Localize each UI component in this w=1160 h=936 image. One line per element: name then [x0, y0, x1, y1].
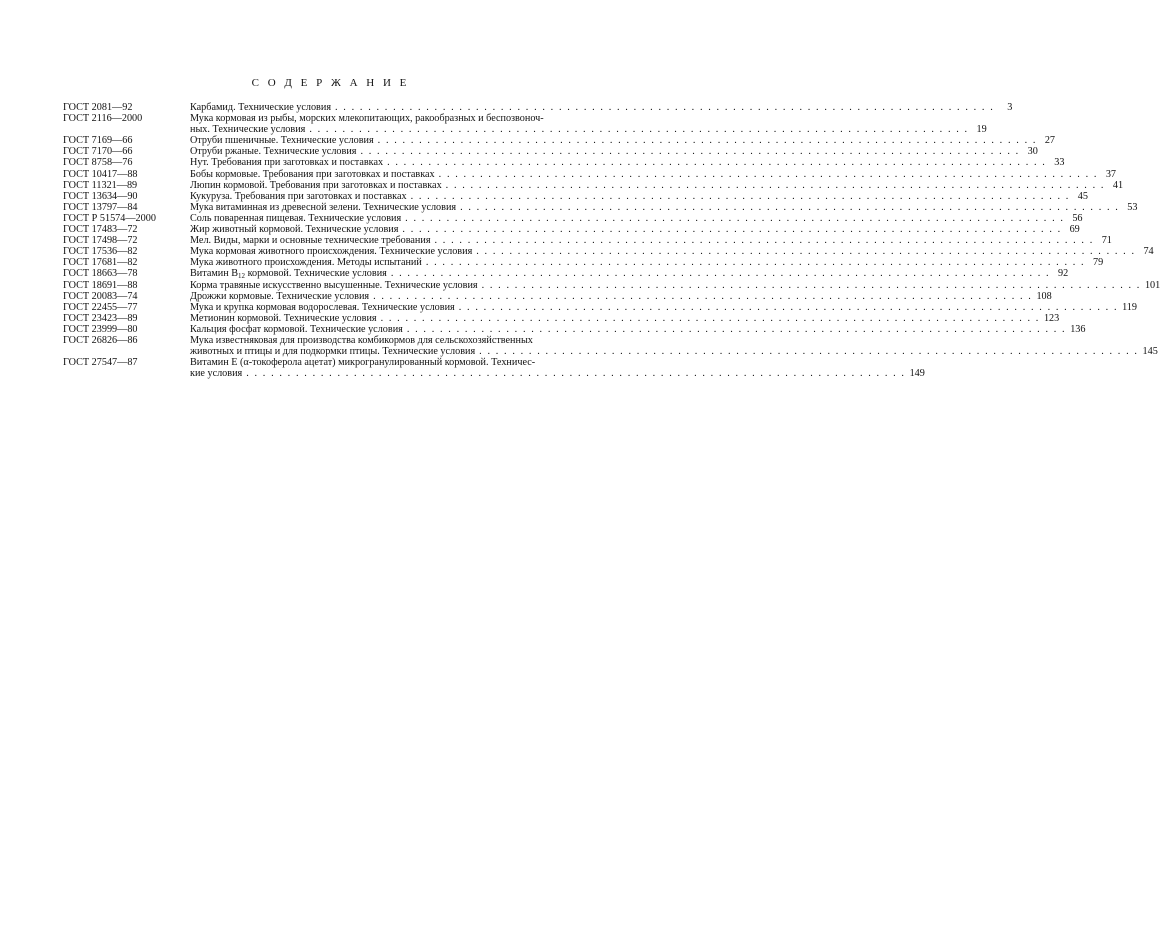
title-text: Корма травяные искусственно высушенные. Технические условия: [190, 279, 478, 291]
standard-code: ГОСТ 27547—87: [63, 357, 138, 369]
dot-leader: . . . . . . . . . . . . . . . . . . . . . . . . . . . . . . . . . . . . . . . . . . . . . . . . . . . . . . . . . . . . . . . . . . . . . . . . . . . . . . . .: [406, 323, 1067, 335]
title-line: [190, 135, 374, 146]
title-line: [190, 169, 435, 180]
page-number: 33: [1054, 157, 1065, 169]
dot-leader: . . . . . . . . . . . . . . . . . . . . . . . . . . . . . . . . . . . . . . . . . . . . . . . . . . . . . . . . . . . . . . . . . . . . . . . . . . . . . . . .: [460, 201, 1120, 213]
title-line: [190, 291, 369, 302]
standard-code: ГОСТ 2081—92: [63, 102, 133, 113]
dot-leader: . . . . . . . . . . . . . . . . . . . . . . . . . . . . . . . . . . . . . . . . . . . . . . . . . . . . . . . . . . . . . . . . . . . . . . . . . . . . . . . .: [387, 157, 1047, 169]
entry-description: [190, 190, 1088, 202]
dot-leader: . . . . . . . . . . . . . . . . . . . . . . . . . . . . . . . . . . . . . . . . . . . . . . . . . . . . . . . . . . . . . . . . . . . . . . . . . . . . . . . .: [445, 179, 1106, 191]
toc-entry: [63, 157, 1065, 169]
toc-entry: [63, 113, 987, 136]
title-text: Мука животного происхождения. Методы испытаний: [190, 257, 422, 269]
toc-entry: [63, 212, 1083, 224]
title-text: Бобы кормовые. Требования при заготовках и поставках: [190, 168, 435, 180]
page-number: 149: [909, 368, 925, 380]
title-text: кие условия: [190, 368, 243, 380]
title-text: Карбамид. Технические условия: [190, 102, 332, 113]
title-text: Кальция фосфат кормовой. Технические условия: [190, 323, 403, 335]
title-text: Нут. Требования при заготовках и поставках: [190, 157, 384, 169]
page-number: 79: [1093, 257, 1104, 269]
standard-code: ГОСТ 18663—78: [63, 268, 138, 280]
page-number: 123: [1043, 312, 1060, 324]
title-line: [190, 280, 478, 291]
page-number: 69: [1069, 224, 1080, 236]
title-text: Мел. Виды, марки и основные технические требования: [190, 235, 431, 247]
title-text: Отруби ржаные. Технические условия: [190, 146, 357, 158]
title-line: [190, 246, 472, 257]
dot-leader: . . . . . . . . . . . . . . . . . . . . . . . . . . . . . . . . . . . . . . . . . . . . . . . . . . . . . . . . . . . . . . . . . . . . . . . . . . . . . . . .: [246, 368, 906, 380]
standard-code: ГОСТ 17681—82: [63, 257, 138, 269]
standard-code: ГОСТ 20083—74: [63, 290, 138, 302]
standard-code: ГОСТ 7169—66: [63, 135, 133, 147]
dot-leader: . . . . . . . . . . . . . . . . . . . . . . . . . . . . . . . . . . . . . . . . . . . . . . . . . . . . . . . . . . . . . . . . . . . . . . . . . . . . . . . .: [476, 246, 1136, 258]
standard-code: ГОСТ 17498—72: [63, 235, 138, 247]
page-number: 92: [1058, 268, 1069, 280]
entry-description: [190, 246, 1154, 258]
page-number: 71: [1101, 235, 1112, 247]
toc-entry: [63, 179, 1124, 191]
entry-description: [190, 168, 1117, 180]
page-number: 41: [1112, 179, 1124, 191]
entry-description: [190, 279, 1160, 291]
title-line: [190, 157, 383, 168]
standard-code: ГОСТ 23423—89: [63, 312, 138, 324]
entry-description: [190, 268, 1069, 281]
entry-description: [190, 312, 1060, 324]
title-line: [190, 313, 377, 324]
title-line: [190, 102, 331, 113]
title-line: [190, 324, 403, 335]
dot-leader: . . . . . . . . . . . . . . . . . . . . . . . . . . . . . . . . . . . . . . . . . . . . . . . . . . . . . . . . . . . . . . . . . . . . . . . . . . . . . . . .: [479, 346, 1139, 358]
toc-entry: [63, 224, 1080, 236]
entry-description: [190, 146, 1038, 158]
title-line: [190, 191, 407, 202]
title-line: [190, 213, 401, 224]
title-text: Кукуруза. Требования при заготовках и поставках: [190, 190, 407, 202]
table-of-contents: [63, 102, 1160, 380]
standard-code: ГОСТ 13797—84: [63, 201, 138, 213]
title-line: [190, 124, 305, 135]
title-line: [190, 268, 387, 279]
toc-entry: [63, 168, 1117, 180]
title-text: Соль поваренная пищевая. Технические условия: [190, 212, 402, 224]
toc-entry: [63, 290, 1052, 302]
page-number: 108: [1036, 290, 1052, 302]
toc-entry: [63, 102, 1013, 113]
title-text: Мука витаминная из древесной зелени. Технические условия: [190, 201, 457, 213]
page-number: 53: [1127, 201, 1138, 213]
title-text: Витамин B: [190, 268, 239, 280]
entry-description: [190, 201, 1138, 213]
page-number: 101: [1144, 279, 1160, 291]
page-number: 30: [1027, 146, 1038, 158]
standard-code: ГОСТ 23999—80: [63, 323, 138, 335]
standard-code: ГОСТ 10417—88: [63, 168, 138, 180]
standard-code: ГОСТ 2116—2000: [63, 113, 143, 125]
title-line: [190, 302, 455, 313]
title-text: Люпин кормовой. Требования при заготовках и поставках: [190, 179, 442, 191]
title-text: кормовой. Технические условия: [245, 268, 387, 280]
title-line: [190, 202, 456, 213]
standard-code: ГОСТ 17536—82: [63, 246, 138, 258]
title-line: [190, 180, 442, 191]
page-number: 3: [1007, 102, 1013, 113]
toc-entry: [63, 357, 925, 380]
title-line: [190, 146, 356, 157]
page-number: 45: [1077, 190, 1088, 202]
page-number: 27: [1044, 135, 1056, 147]
entry-description: [190, 323, 1086, 335]
title-text: Мука кормовая животного происхождения. Технические условия: [190, 246, 473, 258]
entry-description: [190, 102, 1013, 113]
toc-entry: [63, 279, 1160, 291]
dot-leader: . . . . . . . . . . . . . . . . . . . . . . . . . . . . . . . . . . . . . . . . . . . . . . . . . . . . . . . . . . . . . . . . . . . . . . . . . . . . . . . .: [390, 268, 1051, 280]
page-title: С О Д Е Р Ж А Н И Е: [251, 77, 410, 89]
toc-entry: [63, 323, 1086, 335]
standard-code: ГОСТ 7170—66: [63, 146, 133, 158]
dot-leader: . . . . . . . . . . . . . . . . . . . . . . . . . . . . . . . . . . . . . . . . . . . . . . . . . . . . . . . . . . . . . . . . . . . . . . . . . . . . . . . .: [402, 224, 1062, 236]
title-text: ных. Технические условия: [190, 124, 306, 136]
page-number: 37: [1105, 168, 1117, 180]
dot-leader: . . . . . . . . . . . . . . . . . . . . . . . . . . . . . . . . . . . . . . . . . . . . . . . . . . . . . . . . . . . . . . . . . . . . . . . . . . . . . . . .: [335, 102, 995, 113]
title-line: Витамин E (α-токоферола ацетат) микрогранулированный кормовой. Техничес-: [190, 357, 536, 369]
entry-description: [190, 334, 1158, 358]
entry-description: [190, 357, 925, 380]
standard-code: ГОСТ 22455—77: [63, 301, 138, 313]
dot-leader: . . . . . . . . . . . . . . . . . . . . . . . . . . . . . . . . . . . . . . . . . . . . . . . . . . . . . . . . . . . . . . . . . . . . . . . . . . . . . . . .: [425, 257, 1086, 269]
page-number: 19: [976, 124, 987, 136]
entry-description: [190, 257, 1104, 269]
toc-entry: [63, 301, 1137, 313]
title-line: [190, 346, 475, 357]
standard-code: ГОСТ Р 51574—2000: [63, 212, 156, 224]
entry-description: [190, 113, 987, 136]
toc-entry: [63, 257, 1104, 269]
dot-leader: . . . . . . . . . . . . . . . . . . . . . . . . . . . . . . . . . . . . . . . . . . . . . . . . . . . . . . . . . . . . . . . . . . . . . . . . . . . . . . . .: [377, 135, 1038, 147]
title-text: Дрожжи кормовые. Технические условия: [190, 290, 370, 302]
standard-code: ГОСТ 18691—88: [63, 279, 138, 291]
toc-entry: [63, 268, 1069, 281]
dot-leader: . . . . . . . . . . . . . . . . . . . . . . . . . . . . . . . . . . . . . . . . . . . . . . . . . . . . . . . . . . . . . . . . . . . . . . . . . . . . . . . .: [309, 124, 969, 136]
standard-code: ГОСТ 26826—86: [63, 334, 138, 346]
toc-entry: [63, 201, 1138, 213]
toc-entry: [63, 334, 1158, 358]
standard-code: ГОСТ 8758—76: [63, 157, 133, 169]
title-text: животных и птицы и для подкормки птицы. Технические условия: [190, 346, 476, 358]
entry-description: [190, 212, 1083, 224]
title-text: Отруби пшеничные. Технические условия: [190, 135, 374, 147]
page-number: 145: [1142, 346, 1158, 358]
title-line: [190, 368, 242, 379]
entry-description: [190, 301, 1137, 313]
toc-entry: [63, 146, 1038, 158]
dot-leader: . . . . . . . . . . . . . . . . . . . . . . . . . . . . . . . . . . . . . . . . . . . . . . . . . . . . . . . . . . . . . . . . . . . . . . . . . . . . . . . .: [373, 290, 1033, 302]
dot-leader: . . . . . . . . . . . . . . . . . . . . . . . . . . . . . . . . . . . . . . . . . . . . . . . . . . . . . . . . . . . . . . . . . . . . . . . . . . . . . . . .: [481, 279, 1141, 291]
page-number: 56: [1072, 212, 1083, 224]
title-text: Жир животный кормовой. Технические условия: [190, 224, 399, 236]
title-line: [190, 235, 431, 246]
dot-leader: . . . . . . . . . . . . . . . . . . . . . . . . . . . . . . . . . . . . . . . . . . . . . . . . . . . . . . . . . . . . . . . . . . . . . . . . . . . . . . . .: [438, 168, 1099, 180]
title-line: Мука кормовая из рыбы, морских млекопитающих, ракообразных и беспозвоноч-: [190, 113, 544, 125]
subscript: 12: [238, 272, 246, 281]
entry-description: [190, 224, 1080, 236]
toc-entry: [63, 235, 1112, 247]
title-line: [190, 257, 422, 268]
entry-description: [190, 157, 1065, 169]
standard-code: ГОСТ 11321—89: [63, 179, 138, 191]
title-line: Мука известняковая для производства комбикормов для сельскохозяйственных: [190, 334, 533, 346]
page-number: 119: [1122, 301, 1137, 313]
page-number: 74: [1143, 246, 1154, 258]
toc-entry: [63, 246, 1154, 258]
dot-leader: . . . . . . . . . . . . . . . . . . . . . . . . . . . . . . . . . . . . . . . . . . . . . . . . . . . . . . . . . . . . . . . . . . . . . . . . . . . . . . . .: [434, 235, 1094, 247]
entry-description: [190, 135, 1056, 147]
toc-entry: [63, 135, 1056, 147]
title-text: Метионин кормовой. Технические условия: [190, 312, 377, 324]
dot-leader: . . . . . . . . . . . . . . . . . . . . . . . . . . . . . . . . . . . . . . . . . . . . . . . . . . . . . . . . . . . . . . . . . . . . . . . . . . . . . . . .: [360, 146, 1020, 158]
dot-leader: . . . . . . . . . . . . . . . . . . . . . . . . . . . . . . . . . . . . . . . . . . . . . . . . . . . . . . . . . . . . . . . . . . . . . . . . . . . . . . . .: [458, 301, 1119, 313]
title-line: [190, 224, 398, 235]
standard-code: ГОСТ 17483—72: [63, 224, 138, 236]
dot-leader: . . . . . . . . . . . . . . . . . . . . . . . . . . . . . . . . . . . . . . . . . . . . . . . . . . . . . . . . . . . . . . . . . . . . . . . . . . . . . . . .: [410, 190, 1070, 202]
dot-leader: . . . . . . . . . . . . . . . . . . . . . . . . . . . . . . . . . . . . . . . . . . . . . . . . . . . . . . . . . . . . . . . . . . . . . . . . . . . . . . . .: [405, 212, 1065, 224]
entry-description: [190, 290, 1052, 302]
standard-code: ГОСТ 13634—90: [63, 190, 138, 202]
entry-description: [190, 235, 1112, 247]
page-number: 136: [1070, 323, 1086, 335]
entry-description: [190, 179, 1124, 191]
toc-entry: [63, 312, 1060, 324]
title-text: Мука и крупка кормовая водорослевая. Технические условия: [190, 301, 455, 313]
dot-leader: . . . . . . . . . . . . . . . . . . . . . . . . . . . . . . . . . . . . . . . . . . . . . . . . . . . . . . . . . . . . . . . . . . . . . . . . . . . . . . . .: [380, 312, 1040, 324]
toc-entry: [63, 190, 1088, 202]
